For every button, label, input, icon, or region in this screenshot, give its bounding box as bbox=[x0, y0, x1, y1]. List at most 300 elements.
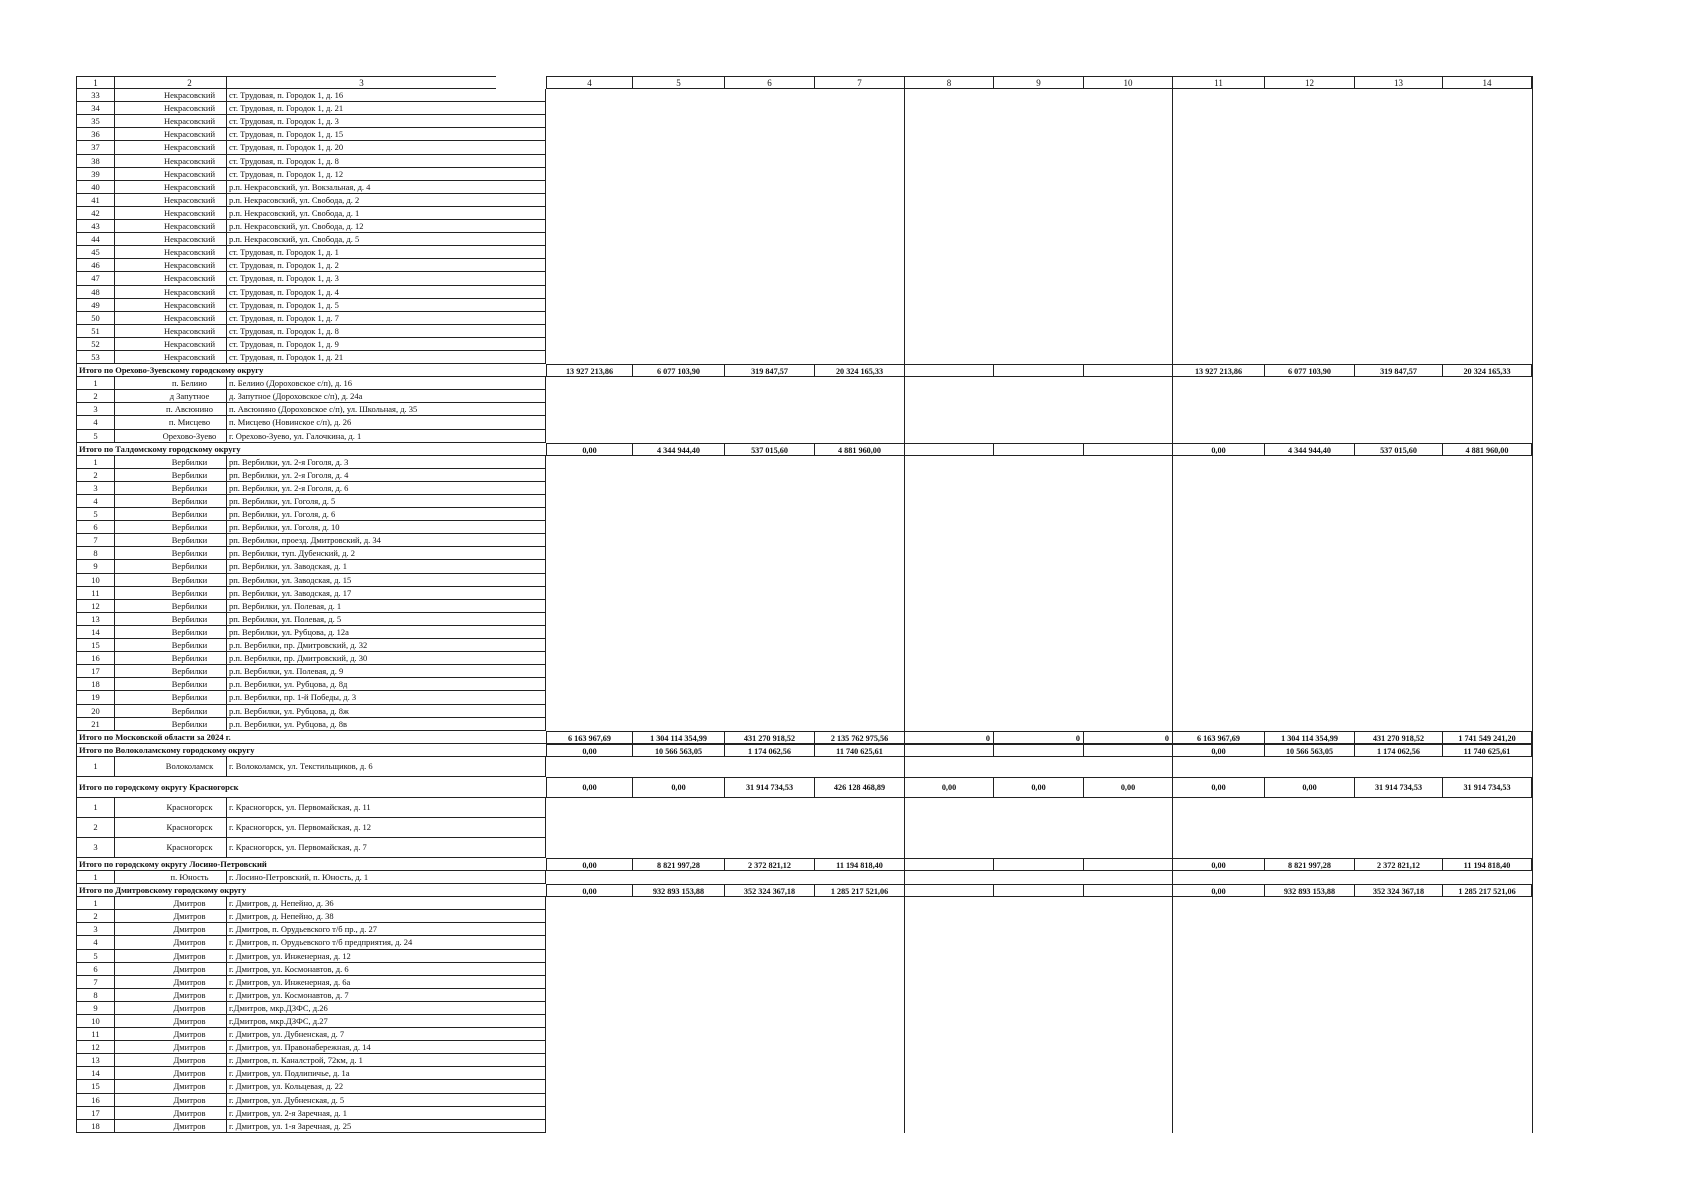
locality-name: Дмитров bbox=[114, 1028, 264, 1041]
total-value: 6 077 103,90 bbox=[1264, 364, 1354, 377]
row-number: 5 bbox=[76, 950, 114, 963]
table-row bbox=[76, 639, 1611, 652]
row-number: 40 bbox=[76, 181, 114, 194]
table-row bbox=[76, 1041, 1611, 1054]
total-value: 1 174 062,56 bbox=[1354, 744, 1442, 757]
total-value: 20 324 165,33 bbox=[814, 364, 904, 377]
row-number: 3 bbox=[76, 838, 114, 858]
table-row bbox=[76, 923, 1611, 936]
locality-name: Вербилки bbox=[114, 639, 264, 652]
locality-name: Вербилки bbox=[114, 665, 264, 678]
row-number: 1 bbox=[76, 456, 114, 469]
total-value: 0 bbox=[1083, 731, 1172, 744]
locality-name: Орехово-Зуево bbox=[114, 430, 264, 443]
address: р.п. Вербилки, пр. Дмитровский, д. 32 bbox=[226, 639, 546, 652]
row-number: 12 bbox=[76, 1041, 114, 1054]
address: г. Дмитров, ул. Космонавтов, д. 6 bbox=[226, 963, 546, 976]
row-number: 4 bbox=[76, 936, 114, 949]
total-value: 4 881 960,00 bbox=[1442, 443, 1532, 456]
total-value: 0,00 bbox=[1172, 884, 1264, 897]
total-label: Итого по Орехово-Зуевскому городскому округу bbox=[76, 364, 546, 377]
row-number: 47 bbox=[76, 272, 114, 285]
row-number: 17 bbox=[76, 665, 114, 678]
total-value: 0,00 bbox=[993, 777, 1083, 798]
row-number: 36 bbox=[76, 128, 114, 141]
locality-name: Дмитров bbox=[114, 910, 264, 923]
address: г. Дмитров, ул. 2-я Заречная, д. 1 bbox=[226, 1107, 546, 1120]
locality-name: Вербилки bbox=[114, 613, 264, 626]
locality-name: Дмитров bbox=[114, 1002, 264, 1015]
column-number-header: 12 bbox=[1264, 76, 1354, 89]
table-row bbox=[76, 220, 1611, 233]
table-row bbox=[76, 495, 1611, 508]
total-row bbox=[76, 744, 1611, 757]
locality-name: Некрасовский bbox=[114, 325, 264, 338]
locality-name: Некрасовский bbox=[114, 233, 264, 246]
address: ст. Трудовая, п. Городок 1, д. 9 bbox=[226, 338, 546, 351]
address: ст. Трудовая, п. Городок 1, д. 7 bbox=[226, 312, 546, 325]
row-number: 16 bbox=[76, 652, 114, 665]
address: рп. Вербилки, ул. 2-я Гоголя, д. 3 bbox=[226, 456, 546, 469]
table-row bbox=[76, 286, 1611, 299]
address: г. Красногорск, ул. Первомайская, д. 11 bbox=[226, 798, 546, 818]
row-number: 14 bbox=[76, 1067, 114, 1080]
total-row bbox=[76, 777, 1611, 798]
total-value bbox=[993, 744, 1083, 757]
total-value: 1 304 114 354,99 bbox=[632, 731, 724, 744]
row-number: 3 bbox=[76, 403, 114, 416]
table-row bbox=[76, 128, 1611, 141]
header-row bbox=[76, 76, 1611, 89]
total-value bbox=[904, 884, 993, 897]
locality-name: Вербилки bbox=[114, 574, 264, 587]
table-row bbox=[76, 1120, 1611, 1133]
locality-name: Некрасовский bbox=[114, 155, 264, 168]
table-row bbox=[76, 312, 1611, 325]
total-value: 4 344 944,40 bbox=[632, 443, 724, 456]
column-number-header: 13 bbox=[1354, 76, 1442, 89]
address: ст. Трудовая, п. Городок 1, д. 3 bbox=[226, 272, 546, 285]
address: г. Дмитров, ул. Подлипичье, д. 1а bbox=[226, 1067, 546, 1080]
address: ст. Трудовая, п. Городок 1, д. 21 bbox=[226, 351, 546, 364]
address: г. Орехово-Зуево, ул. Галочкина, д. 1 bbox=[226, 430, 546, 443]
address: г. Дмитров, ул. Космонавтов, д. 7 bbox=[226, 989, 546, 1002]
total-value: 431 270 918,52 bbox=[1354, 731, 1442, 744]
table-row bbox=[76, 1094, 1611, 1107]
address: ст. Трудовая, п. Городок 1, д. 5 bbox=[226, 299, 546, 312]
address: рп. Вербилки, ул. Заводская, д. 1 bbox=[226, 560, 546, 573]
row-number: 13 bbox=[76, 1054, 114, 1067]
column-number-header: 3 bbox=[226, 76, 496, 89]
address: ст. Трудовая, п. Городок 1, д. 1 bbox=[226, 246, 546, 259]
table-row bbox=[76, 560, 1611, 573]
total-value: 2 372 821,12 bbox=[1354, 858, 1442, 871]
row-number: 16 bbox=[76, 1094, 114, 1107]
locality-name: п. Белиио bbox=[114, 377, 264, 390]
table-row bbox=[76, 181, 1611, 194]
locality-name: Вербилки bbox=[114, 652, 264, 665]
address: п. Мисцево (Новинское с/п), д. 26 bbox=[226, 416, 546, 429]
row-number: 1 bbox=[76, 897, 114, 910]
locality-name: Дмитров bbox=[114, 1054, 264, 1067]
row-number: 6 bbox=[76, 521, 114, 534]
address: рп. Вербилки, туп. Дубенский, д. 2 bbox=[226, 547, 546, 560]
table-row bbox=[76, 691, 1611, 704]
row-number: 2 bbox=[76, 469, 114, 482]
address: п. Белиио (Дороховское с/п), д. 16 bbox=[226, 377, 546, 390]
table-row bbox=[76, 1054, 1611, 1067]
address: рп. Вербилки, ул. Полевая, д. 1 bbox=[226, 600, 546, 613]
row-number: 11 bbox=[76, 587, 114, 600]
locality-name: Вербилки bbox=[114, 626, 264, 639]
row-number: 2 bbox=[76, 910, 114, 923]
locality-name: Некрасовский bbox=[114, 207, 264, 220]
row-number: 19 bbox=[76, 691, 114, 704]
row-number: 51 bbox=[76, 325, 114, 338]
address: рп. Вербилки, ул. Гоголя, д. 6 bbox=[226, 508, 546, 521]
row-number: 45 bbox=[76, 246, 114, 259]
total-value: 13 927 213,86 bbox=[546, 364, 632, 377]
column-rule bbox=[1172, 76, 1173, 1133]
table-row bbox=[76, 665, 1611, 678]
total-value: 1 741 549 241,20 bbox=[1442, 731, 1532, 744]
total-value: 0,00 bbox=[632, 777, 724, 798]
locality-name: Некрасовский bbox=[114, 128, 264, 141]
total-label: Итого по Московской области за 2024 г. bbox=[76, 731, 546, 744]
total-value: 537 015,60 bbox=[1354, 443, 1442, 456]
total-value bbox=[904, 744, 993, 757]
locality-name: д Запутное bbox=[114, 390, 264, 403]
row-number: 1 bbox=[76, 757, 114, 777]
locality-name: Некрасовский bbox=[114, 168, 264, 181]
table-row bbox=[76, 207, 1611, 220]
locality-name: Красногорск bbox=[114, 798, 264, 818]
address: г. Красногорск, ул. Первомайская, д. 7 bbox=[226, 838, 546, 858]
table-row bbox=[76, 338, 1611, 351]
row-number: 1 bbox=[76, 871, 114, 884]
table-row bbox=[76, 705, 1611, 718]
row-number: 41 bbox=[76, 194, 114, 207]
locality-name: Дмитров bbox=[114, 1015, 264, 1028]
row-number: 10 bbox=[76, 574, 114, 587]
total-value: 0,00 bbox=[1264, 777, 1354, 798]
table-row bbox=[76, 936, 1611, 949]
row-number: 53 bbox=[76, 351, 114, 364]
total-value bbox=[1083, 443, 1172, 456]
total-value: 8 821 997,28 bbox=[1264, 858, 1354, 871]
total-value bbox=[1083, 744, 1172, 757]
total-value: 11 740 625,61 bbox=[1442, 744, 1532, 757]
locality-name: Некрасовский bbox=[114, 102, 264, 115]
total-value: 20 324 165,33 bbox=[1442, 364, 1532, 377]
table-row bbox=[76, 521, 1611, 534]
address: д. Запутное (Дороховское с/п), д. 24а bbox=[226, 390, 546, 403]
column-number-header: 1 bbox=[76, 76, 114, 89]
address: рп. Вербилки, проезд. Дмитровский, д. 34 bbox=[226, 534, 546, 547]
row-number: 50 bbox=[76, 312, 114, 325]
total-value bbox=[993, 858, 1083, 871]
address: п. Авсюнино (Дороховское с/п), ул. Школьная, д. 35 bbox=[226, 403, 546, 416]
total-value: 11 194 818,40 bbox=[814, 858, 904, 871]
locality-name: Дмитров bbox=[114, 1120, 264, 1133]
locality-name: Некрасовский bbox=[114, 246, 264, 259]
column-number-header: 4 bbox=[546, 76, 632, 89]
address: ст. Трудовая, п. Городок 1, д. 21 bbox=[226, 102, 546, 115]
locality-name: Вербилки bbox=[114, 560, 264, 573]
row-number: 35 bbox=[76, 115, 114, 128]
row-number: 10 bbox=[76, 1015, 114, 1028]
locality-name: Вербилки bbox=[114, 600, 264, 613]
total-value: 13 927 213,86 bbox=[1172, 364, 1264, 377]
locality-name: Некрасовский bbox=[114, 181, 264, 194]
address: г. Дмитров, ул. Дубненская, д. 5 bbox=[226, 1094, 546, 1107]
row-number: 5 bbox=[76, 508, 114, 521]
address: р.п. Вербилки, ул. Рубцова, д. 8в bbox=[226, 718, 546, 731]
table-row bbox=[76, 89, 1611, 102]
row-number: 7 bbox=[76, 534, 114, 547]
locality-name: п. Мисцево bbox=[114, 416, 264, 429]
table-row bbox=[76, 351, 1611, 364]
locality-name: Вербилки bbox=[114, 705, 264, 718]
total-value: 0,00 bbox=[546, 744, 632, 757]
table-row bbox=[76, 508, 1611, 521]
row-number: 38 bbox=[76, 155, 114, 168]
address: ст. Трудовая, п. Городок 1, д. 15 bbox=[226, 128, 546, 141]
total-value: 31 914 734,53 bbox=[1354, 777, 1442, 798]
address: р.п. Вербилки, ул. Полевая, д. 9 bbox=[226, 665, 546, 678]
total-value: 0,00 bbox=[1083, 777, 1172, 798]
address: ст. Трудовая, п. Городок 1, д. 20 bbox=[226, 141, 546, 154]
locality-name: Дмитров bbox=[114, 1107, 264, 1120]
locality-name: Красногорск bbox=[114, 838, 264, 858]
address: ст. Трудовая, п. Городок 1, д. 8 bbox=[226, 155, 546, 168]
total-row bbox=[76, 884, 1611, 897]
total-value: 0,00 bbox=[1172, 777, 1264, 798]
locality-name: Дмитров bbox=[114, 1041, 264, 1054]
address: р.п. Вербилки, пр. 1-й Победы, д. 3 bbox=[226, 691, 546, 704]
total-value: 1 304 114 354,99 bbox=[1264, 731, 1354, 744]
address: ст. Трудовая, п. Городок 1, д. 3 bbox=[226, 115, 546, 128]
column-number-header: 5 bbox=[632, 76, 724, 89]
address: рп. Вербилки, ул. Рубцова, д. 12а bbox=[226, 626, 546, 639]
address: г. Волоколамск, ул. Текстильщиков, д. 6 bbox=[226, 757, 546, 777]
locality-name: Некрасовский bbox=[114, 312, 264, 325]
total-value bbox=[993, 443, 1083, 456]
row-number: 3 bbox=[76, 923, 114, 936]
table-row bbox=[76, 1002, 1611, 1015]
total-value: 319 847,57 bbox=[1354, 364, 1442, 377]
locality-name: Некрасовский bbox=[114, 220, 264, 233]
total-value: 4 881 960,00 bbox=[814, 443, 904, 456]
total-row bbox=[76, 731, 1611, 744]
total-value: 1 174 062,56 bbox=[724, 744, 814, 757]
address: г. Дмитров, ул. Инженерная, д. 12 bbox=[226, 950, 546, 963]
total-value: 10 566 563,05 bbox=[632, 744, 724, 757]
address: р.п. Вербилки, ул. Рубцова, д. 8д bbox=[226, 678, 546, 691]
table-row bbox=[76, 456, 1611, 469]
table-row bbox=[76, 416, 1611, 429]
address: г. Дмитров, ул. Дубненская, д. 7 bbox=[226, 1028, 546, 1041]
row-number: 39 bbox=[76, 168, 114, 181]
row-number: 8 bbox=[76, 989, 114, 1002]
total-value: 932 893 153,88 bbox=[632, 884, 724, 897]
row-number: 6 bbox=[76, 963, 114, 976]
column-number-header: 11 bbox=[1172, 76, 1264, 89]
row-number: 9 bbox=[76, 560, 114, 573]
table-row bbox=[76, 989, 1611, 1002]
locality-name: Некрасовский bbox=[114, 259, 264, 272]
row-number: 2 bbox=[76, 390, 114, 403]
column-number-header: 14 bbox=[1442, 76, 1532, 89]
address: рп. Вербилки, ул. 2-я Гоголя, д. 4 bbox=[226, 469, 546, 482]
address: г. Дмитров, ул. Инженерная, д. 6а bbox=[226, 976, 546, 989]
total-value: 4 344 944,40 bbox=[1264, 443, 1354, 456]
locality-name: Дмитров bbox=[114, 963, 264, 976]
row-number: 18 bbox=[76, 1120, 114, 1133]
address: г.Дмитров, мкр.ДЗФС, д.27 bbox=[226, 1015, 546, 1028]
locality-name: Дмитров bbox=[114, 976, 264, 989]
table-row bbox=[76, 1107, 1611, 1120]
column-rule bbox=[904, 76, 905, 1133]
row-number: 15 bbox=[76, 1080, 114, 1093]
total-value bbox=[904, 858, 993, 871]
total-value bbox=[904, 364, 993, 377]
table-row bbox=[76, 1028, 1611, 1041]
column-number-header: 10 bbox=[1083, 76, 1172, 89]
table-row bbox=[76, 246, 1611, 259]
table-row bbox=[76, 600, 1611, 613]
table-row bbox=[76, 574, 1611, 587]
table-row bbox=[76, 798, 1611, 818]
total-value: 1 285 217 521,06 bbox=[1442, 884, 1532, 897]
address: ст. Трудовая, п. Городок 1, д. 8 bbox=[226, 325, 546, 338]
data-table bbox=[76, 76, 1611, 1133]
table-row bbox=[76, 613, 1611, 626]
table-row bbox=[76, 272, 1611, 285]
total-value: 0,00 bbox=[1172, 858, 1264, 871]
locality-name: Вербилки bbox=[114, 534, 264, 547]
table-row bbox=[76, 390, 1611, 403]
row-number: 46 bbox=[76, 259, 114, 272]
total-label: Итого по городскому округу Лосино-Петровский bbox=[76, 858, 546, 871]
column-number-header: 9 bbox=[993, 76, 1083, 89]
address: р.п. Некрасовский, ул. Вокзальная, д. 4 bbox=[226, 181, 546, 194]
row-number: 42 bbox=[76, 207, 114, 220]
total-value: 0 bbox=[993, 731, 1083, 744]
locality-name: Волоколамск bbox=[114, 757, 264, 777]
locality-name: Вербилки bbox=[114, 587, 264, 600]
address: рп. Вербилки, ул. 2-я Гоголя, д. 6 bbox=[226, 482, 546, 495]
table-row bbox=[76, 141, 1611, 154]
table-row bbox=[76, 1067, 1611, 1080]
table-row bbox=[76, 652, 1611, 665]
row-number: 33 bbox=[76, 89, 114, 102]
locality-name: Некрасовский bbox=[114, 194, 264, 207]
row-number: 9 bbox=[76, 1002, 114, 1015]
locality-name: Вербилки bbox=[114, 469, 264, 482]
total-value: 6 077 103,90 bbox=[632, 364, 724, 377]
total-value: 0,00 bbox=[904, 777, 993, 798]
address: р.п. Вербилки, пр. Дмитровский, д. 30 bbox=[226, 652, 546, 665]
locality-name: Вербилки bbox=[114, 678, 264, 691]
locality-name: Вербилки bbox=[114, 718, 264, 731]
column-number-header: 7 bbox=[814, 76, 904, 89]
address: г. Дмитров, ул. Кольцевая, д. 22 bbox=[226, 1080, 546, 1093]
total-value: 1 285 217 521,06 bbox=[814, 884, 904, 897]
total-value: 31 914 734,53 bbox=[724, 777, 814, 798]
total-value: 2 372 821,12 bbox=[724, 858, 814, 871]
total-value: 932 893 153,88 bbox=[1264, 884, 1354, 897]
row-number: 17 bbox=[76, 1107, 114, 1120]
total-value: 10 566 563,05 bbox=[1264, 744, 1354, 757]
row-number: 15 bbox=[76, 639, 114, 652]
locality-name: Некрасовский bbox=[114, 89, 264, 102]
row-number: 5 bbox=[76, 430, 114, 443]
total-value: 319 847,57 bbox=[724, 364, 814, 377]
locality-name: Вербилки bbox=[114, 456, 264, 469]
total-value: 426 128 468,89 bbox=[814, 777, 904, 798]
total-value: 11 194 818,40 bbox=[1442, 858, 1532, 871]
row-number: 48 bbox=[76, 286, 114, 299]
total-value: 6 163 967,69 bbox=[546, 731, 632, 744]
locality-name: Дмитров bbox=[114, 1094, 264, 1107]
locality-name: Вербилки bbox=[114, 508, 264, 521]
table-row bbox=[76, 115, 1611, 128]
column-number-header: 8 bbox=[904, 76, 993, 89]
locality-name: Некрасовский bbox=[114, 272, 264, 285]
table-row bbox=[76, 194, 1611, 207]
row-number: 4 bbox=[76, 416, 114, 429]
locality-name: Вербилки bbox=[114, 482, 264, 495]
row-number: 11 bbox=[76, 1028, 114, 1041]
row-number: 1 bbox=[76, 377, 114, 390]
row-number: 21 bbox=[76, 718, 114, 731]
address: ст. Трудовая, п. Городок 1, д. 2 bbox=[226, 259, 546, 272]
table-row bbox=[76, 102, 1611, 115]
locality-name: Дмитров bbox=[114, 1067, 264, 1080]
table-row bbox=[76, 1080, 1611, 1093]
row-number: 44 bbox=[76, 233, 114, 246]
table-row bbox=[76, 871, 1611, 884]
table-row bbox=[76, 377, 1611, 390]
table-row bbox=[76, 718, 1611, 731]
address: рп. Вербилки, ул. Гоголя, д. 10 bbox=[226, 521, 546, 534]
table-row bbox=[76, 299, 1611, 312]
row-number: 20 bbox=[76, 705, 114, 718]
address: г. Дмитров, ул. 1-я Заречная, д. 25 bbox=[226, 1120, 546, 1133]
locality-name: Дмитров bbox=[114, 923, 264, 936]
address: г. Дмитров, д. Непейно, д. 36 bbox=[226, 897, 546, 910]
table-row bbox=[76, 482, 1611, 495]
address: г. Лосино-Петровский, п. Юность, д. 1 bbox=[226, 871, 546, 884]
address: рп. Вербилки, ул. Гоголя, д. 5 bbox=[226, 495, 546, 508]
row-number: 37 bbox=[76, 141, 114, 154]
address: г. Дмитров, ул. Правонабережная, д. 14 bbox=[226, 1041, 546, 1054]
total-value bbox=[993, 884, 1083, 897]
address: г. Дмитров, п. Каналстрой, 72км, д. 1 bbox=[226, 1054, 546, 1067]
row-number: 13 bbox=[76, 613, 114, 626]
total-value bbox=[904, 443, 993, 456]
total-label: Итого по Волоколамскому городскому округу bbox=[76, 744, 546, 757]
address: г. Дмитров, п. Орудьевского т/б пр., д. 27 bbox=[226, 923, 546, 936]
address: г. Дмитров, п. Орудьевского т/б предприятия, д. 24 bbox=[226, 936, 546, 949]
locality-name: Вербилки bbox=[114, 521, 264, 534]
row-number: 2 bbox=[76, 818, 114, 838]
total-row bbox=[76, 443, 1611, 456]
address: рп. Вербилки, ул. Заводская, д. 17 bbox=[226, 587, 546, 600]
address: р.п. Вербилки, ул. Рубцова, д. 8ж bbox=[226, 705, 546, 718]
table-row bbox=[76, 547, 1611, 560]
